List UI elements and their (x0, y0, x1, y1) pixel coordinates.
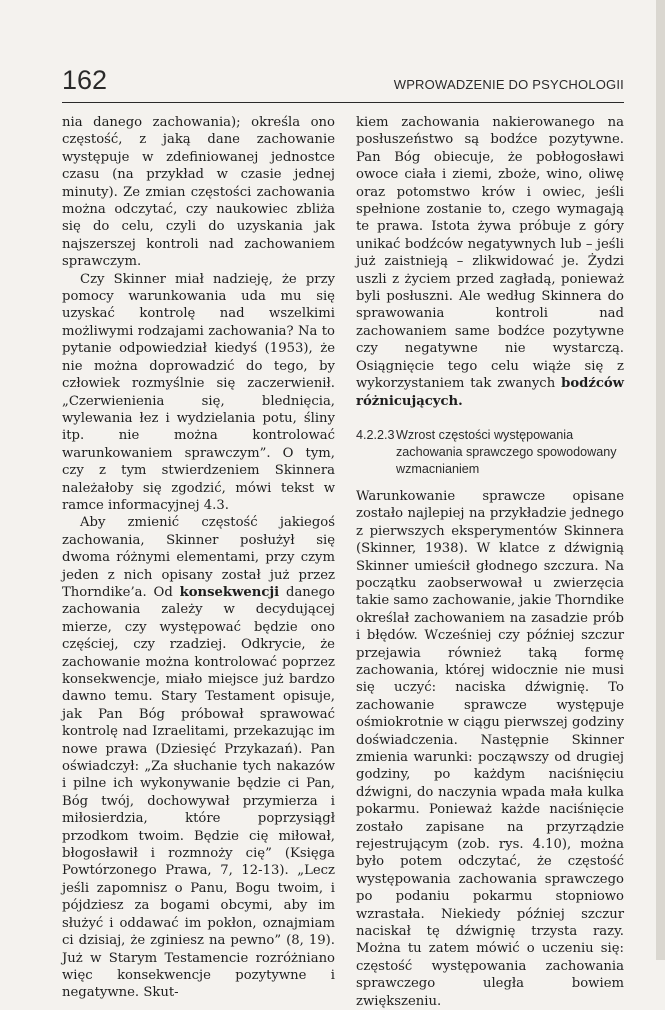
paragraph-positive-stimuli (356, 114, 624, 410)
text-segment: danego zachowania zależy w decydującej mierze, czy występować będzie ono częściej, czy rzadziej. Odkrycie, że zachowanie można kontrolować poprzez konsekwencje, miało miejsce już bardzo dawno temu. Stary Testament opisuje, jak Pan Bóg próbował sprawować kontrolę nad Izraelitami, przekazując im nowe prawa (Dziesięć Przykazań). Pan oświadczył: „Za słuchanie tych nakazów i pilne ich wykonywanie będzie ci Pan, Bóg twój, dochowywał przymierza i miłosierdzia, które poprzysiągł przodkom twoim. Będzie cię miłował, błogosławił i rozmnoży cię” (Księga Powtórzonego Prawa, 7, 12-13). „Lecz jeśli zapomnisz o Panu, Bogu twoim, i pójdziesz za bogami obcymi, aby im służyć i oddawać im pokłon, oznajmiam ci dzisiaj, że zginiesz na pewno” (8, 19). Już w Starym Testamencie rozróżniano więc konsekwencje pozytywne i negatywne. Skut- (62, 584, 335, 1001)
page-header (62, 62, 624, 103)
text-segment: kiem zachowania nakierowanego na posłuszeństwo są bodźce pozytywne. Pan Bóg obiecuje, że pobłogosławi owoce ciała i ziemi, zboże, wino, oliwę oraz potomstwo krów i owiec, jeśli spełnione zostanie to, czego wymagają te prawa. Istota żywa próbuje z góry unikać bodźców negatywnych lub – jeśli już zaistnieją – zlikwidować je. Żydzi uszli z życiem przed zagładą, ponieważ byli posłuszni. Ale według Skinnera do sprawowania kontroli nad zachowaniem same bodźce pozytywne czy negatywne nie wystarczą. Osiągnięcie tego celu wiąże się z wykorzystaniem tak zwanych (356, 115, 624, 392)
right-column (356, 114, 624, 1010)
key-term-discriminative-stimuli: bodźców różnicujących. (356, 376, 624, 409)
paragraph-experiment: Warunkowanie sprawcze opisane zostało najlepiej na przykładzie jednego z pierwszych eksperymentów Skinnera (Skinner, 1938). W klatce z dźwignią Skinner umieścił głodnego szczura. Na początku zaobserwował u zwierzęcia takie samo zachowanie, jakie Thorndike określał zachowaniem na zasadzie prób i błędów. Wcześniej czy później szczur przejawia również taką formę zachowania, której widocznie nie musi się uczyć: naciska dźwignię. To zachowanie sprawcze występuje ośmiokrotnie w ciągu pierwszej godziny doświadczenia. Następnie Skinner zmienia warunki: począwszy od drugiej godziny, po każdym naciśnięciu dźwigni, do naczynia wpada mała kulka pokarmu. Ponieważ każde naciśnięcie zostało zapisane na przyrządzie rejestrującym (zob. rys. 4.10), można było potem odczytać, że częstość występowania zachowania sprawczego po podaniu pokarmu stopniowo wzrastała. Niekiedy później szczur naciskał tę dźwignię trzysta razy. Można tu zatem mówić o uczeniu się: częstość występowania zachowania sprawczego uległa bowiem zwiększeniu. (356, 488, 624, 1009)
key-term-consequences: konsekwencji (179, 584, 280, 600)
running-title: WPROWADZENIE DO PSYCHOLOGII (393, 77, 624, 92)
paragraph-skinner-hope: Czy Skinner miał nadzieję, że przy pomocy warunkowania uda mu się uzyskać kontrolę nad wszelkimi możliwymi rodzajami zachowania? Na to pytanie odpowiedział kiedyś (1953), że nie można doprowadzić do tego, by człowiek rozmyślnie się zaczerwienił. „Czerwienienia się, blednięcia, wylewania łez i wydzielania potu, śliny itp. nie można kontrolować warunkowaniem sprawczym”. O tym, czy z tym stwierdzeniem Skinnera należałoby się zgodzić, mówi tekst w ramce informacyjnej 4.3. (62, 271, 335, 513)
subsection-title: Wzrost częstości występowania zachowania sprawczego spowodowany wzmacnianiem (396, 427, 617, 476)
left-column (62, 114, 335, 1002)
text-segment: Aby zmienić częstość jakiegoś zachowania, Skinner posłużył się dwoma różnymi elementami, przy czym jeden z nich opisany został już przez Thorndike’a. Od (62, 515, 335, 600)
scrollbar[interactable] (656, 0, 665, 960)
subsection-heading (356, 427, 624, 478)
paragraph-consequences (62, 514, 335, 1001)
page-number: 162 (62, 65, 108, 95)
paragraph-continuation: nia danego zachowania); określa ono częstość, z jaką dane zachowanie występuje w zdefiniowanej jednostce czasu (na przykład w czasie jednej minuty). Ze zmian częstości zachowania można odczytać, czy naukowiec zbliża się do celu, czyli do uzyskania jak najszerszej kontroli nad zachowaniem sprawczym. (62, 115, 335, 270)
subsection-number: 4.2.2.3 (356, 427, 395, 442)
